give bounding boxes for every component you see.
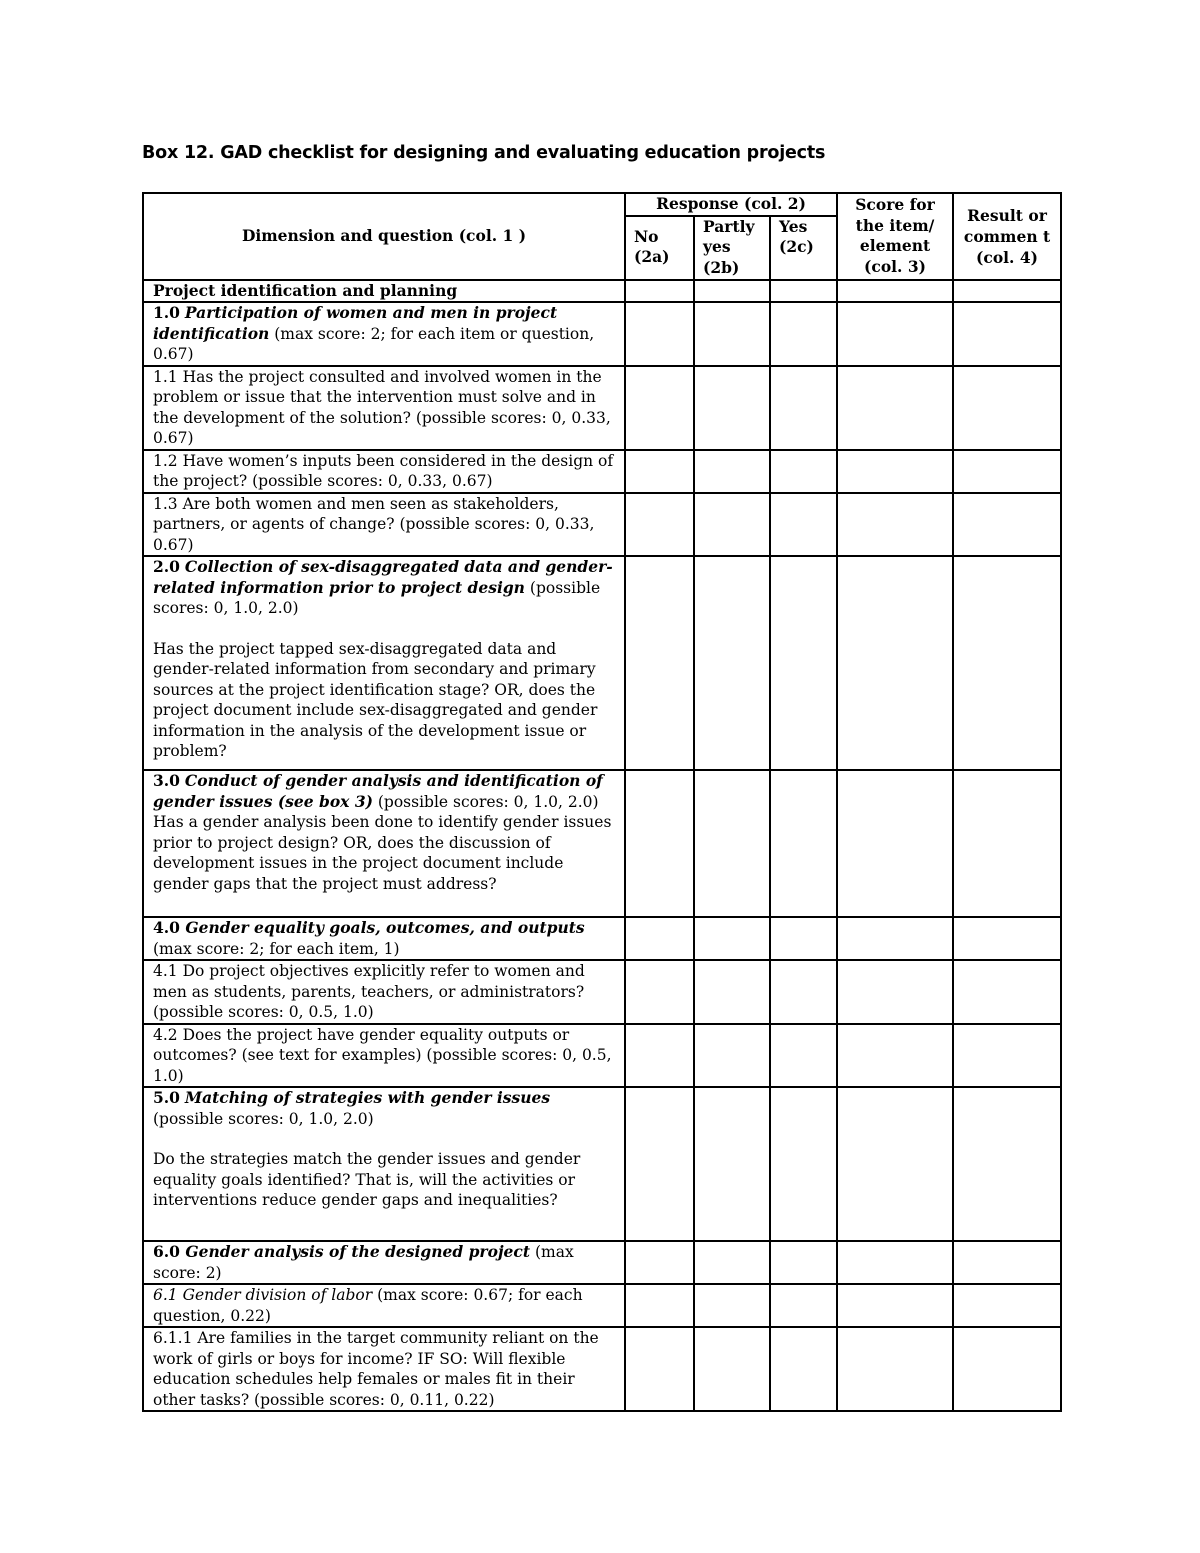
table-row: [143, 450, 1061, 493]
response-no-cell[interactable]: [625, 1327, 694, 1411]
item-number: 1.0: [153, 303, 180, 322]
score-cell[interactable]: [837, 1284, 953, 1327]
response-yes-cell[interactable]: [770, 1327, 837, 1411]
item-heading: Conduct of gender analysis and identification of gender issues (see box 3): [153, 771, 603, 811]
item-number: 3.0: [153, 771, 180, 790]
response-partly-cell[interactable]: [694, 556, 770, 770]
item-number: 2.0: [153, 557, 180, 576]
score-cell[interactable]: [837, 556, 953, 770]
response-no-cell[interactable]: [625, 917, 694, 960]
result-cell[interactable]: [953, 960, 1061, 1024]
question-text: 1.1 Has the project consulted and involved women in the problem or issue that the intervention must solve and in the development of the solution? (possible scores: 0, 0.33, 0.67): [153, 367, 611, 447]
header-row-top: [143, 193, 1061, 216]
table-row: [143, 556, 1061, 770]
question-cell: [143, 280, 625, 303]
score-cell[interactable]: [837, 450, 953, 493]
table-row: [143, 493, 1061, 557]
response-yes-cell[interactable]: [770, 366, 837, 450]
header-dimension: Dimension and question (col. 1 ): [143, 193, 625, 280]
score-cell[interactable]: [837, 493, 953, 557]
response-no-cell[interactable]: [625, 960, 694, 1024]
score-cell[interactable]: [837, 366, 953, 450]
score-cell[interactable]: [837, 280, 953, 303]
response-yes-cell[interactable]: [770, 1024, 837, 1088]
score-cell[interactable]: [837, 1087, 953, 1241]
response-yes-cell[interactable]: [770, 1284, 837, 1327]
result-cell[interactable]: [953, 1024, 1061, 1088]
section-heading: Project identification and planning: [153, 280, 458, 300]
response-partly-cell[interactable]: [694, 1241, 770, 1284]
response-yes-cell[interactable]: [770, 556, 837, 770]
question-text: Has the project tapped sex-disaggregated data and gender-related information from secondary and primary sources at the project identification stage? OR, does the project document include sex-disaggregated and gender information in the analysis of the development issue or problem?: [153, 639, 598, 760]
item-note: (possible scores: 0, 1.0, 2.0): [153, 1109, 374, 1128]
response-no-cell[interactable]: [625, 450, 694, 493]
response-no-cell[interactable]: [625, 1284, 694, 1327]
item-heading: Collection of sex-disaggregated data and gender- related information prior to project design: [153, 557, 613, 597]
item-number: 4.0: [153, 918, 186, 937]
response-partly-cell[interactable]: [694, 770, 770, 917]
question-cell: [143, 302, 625, 366]
score-cell[interactable]: [837, 917, 953, 960]
response-yes-cell[interactable]: [770, 450, 837, 493]
item-note: (max score: 2; for each item, 1): [153, 939, 400, 958]
checklist-body: [143, 280, 1061, 1412]
response-yes-cell[interactable]: [770, 1087, 837, 1241]
table-row: [143, 280, 1061, 303]
table-row: [143, 366, 1061, 450]
response-partly-cell[interactable]: [694, 960, 770, 1024]
result-cell[interactable]: [953, 770, 1061, 917]
response-yes-cell[interactable]: [770, 1241, 837, 1284]
score-cell[interactable]: [837, 770, 953, 917]
item-heading: Participation of women and men in project identification: [153, 303, 558, 343]
question-text: 1.3 Are both women and men seen as stakeholders, partners, or agents of change? (possible scores: 0, 0.33, 0.67): [153, 494, 595, 554]
item-heading: Gender equality goals, outcomes, and outputs: [185, 918, 585, 937]
response-partly-cell[interactable]: [694, 493, 770, 557]
question-text: 6.1.1 Are families in the target community reliant on the work of girls or boys for income? IF SO: Will flexible education schedules help females or males fit in their other tasks? (possible scores: 0, 0.11, 0.22): [153, 1329, 599, 1409]
result-cell[interactable]: [953, 493, 1061, 557]
response-no-cell[interactable]: [625, 280, 694, 303]
item-note: (max score: 2): [153, 1243, 574, 1282]
table-row: [143, 1284, 1061, 1327]
score-cell[interactable]: [837, 960, 953, 1024]
question-cell: [143, 1241, 625, 1284]
response-no-cell[interactable]: [625, 1087, 694, 1241]
item-heading: Matching of strategies with gender issues: [184, 1088, 551, 1107]
result-cell[interactable]: [953, 302, 1061, 366]
result-cell[interactable]: [953, 280, 1061, 303]
response-no-cell[interactable]: [625, 1024, 694, 1088]
header-yes: Yes (2c): [770, 216, 837, 280]
table-row: [143, 917, 1061, 960]
response-partly-cell[interactable]: [694, 1284, 770, 1327]
item-heading: Gender analysis of the designed project: [185, 1242, 531, 1261]
table-row: [143, 1024, 1061, 1088]
response-no-cell[interactable]: [625, 556, 694, 770]
response-partly-cell[interactable]: [694, 917, 770, 960]
result-cell[interactable]: [953, 917, 1061, 960]
result-cell[interactable]: [953, 450, 1061, 493]
item-note: (max score: 0.67; for each question, 0.22): [153, 1286, 583, 1325]
question-cell: [143, 450, 625, 493]
response-yes-cell[interactable]: [770, 770, 837, 917]
response-partly-cell[interactable]: [694, 302, 770, 366]
document-title: Box 12. GAD checklist for designing and evaluating education projects: [142, 143, 826, 163]
item-number: 5.0: [153, 1088, 180, 1107]
response-partly-cell[interactable]: [694, 1327, 770, 1411]
response-yes-cell[interactable]: [770, 960, 837, 1024]
question-cell: [143, 556, 625, 770]
result-cell[interactable]: [953, 1087, 1061, 1241]
response-partly-cell[interactable]: [694, 1024, 770, 1088]
score-cell[interactable]: [837, 302, 953, 366]
header-no: No (2a): [625, 216, 694, 280]
question-text: 4.2 Does the project have gender equality outputs or outcomes? (see text for examples) (possible scores: 0, 0.5, 1.0): [153, 1025, 612, 1085]
response-partly-cell[interactable]: [694, 1087, 770, 1241]
response-no-cell[interactable]: [625, 493, 694, 557]
table-row: [143, 770, 1061, 917]
question-cell: [143, 1327, 625, 1411]
header-partly-yes: Partly yes (2b): [694, 216, 770, 280]
question-text: Do the strategies match the gender issues and gender equality goals identified? That is, will the activities or interventions reduce gender gaps and inequalities?: [153, 1150, 581, 1209]
question-text: 4.1 Do project objectives explicitly refer to women and men as students, parents, teachers, or administrators? (possible scores: 0, 0.5, 1.0): [153, 962, 585, 1021]
result-cell[interactable]: [953, 1284, 1061, 1327]
header-result: Result or commen t (col. 4): [953, 193, 1061, 280]
question-cell: [143, 493, 625, 557]
response-yes-cell[interactable]: [770, 302, 837, 366]
table-row: [143, 1241, 1061, 1284]
gad-checklist-table: [142, 192, 1062, 1412]
question-cell: [143, 770, 625, 917]
question-cell: [143, 1087, 625, 1241]
response-yes-cell[interactable]: [770, 280, 837, 303]
score-cell[interactable]: [837, 1241, 953, 1284]
table-row: [143, 1087, 1061, 1241]
question-text: 1.2 Have women’s inputs been considered in the design of the project? (possible scores: 0, 0.33, 0.67): [153, 451, 614, 490]
response-no-cell[interactable]: [625, 366, 694, 450]
question-cell: [143, 366, 625, 450]
response-no-cell[interactable]: [625, 302, 694, 366]
response-partly-cell[interactable]: [694, 280, 770, 303]
item-note: (max score: 2; for each item or question, 0.67): [153, 324, 595, 363]
response-partly-cell[interactable]: [694, 450, 770, 493]
item-number: 6.0: [153, 1242, 186, 1261]
question-cell: [143, 917, 625, 960]
header-score: Score for the item/ element (col. 3): [837, 193, 953, 280]
item-note: (possible scores: 0, 1.0, 2.0): [153, 578, 601, 617]
paragraph-gap: [153, 1129, 615, 1149]
table-row: [143, 960, 1061, 1024]
question-cell: [143, 1284, 625, 1327]
score-cell[interactable]: [837, 1024, 953, 1088]
result-cell[interactable]: [953, 1241, 1061, 1284]
result-cell[interactable]: [953, 366, 1061, 450]
table-row: [143, 1327, 1061, 1411]
response-yes-cell[interactable]: [770, 493, 837, 557]
paragraph-gap: [153, 619, 615, 639]
result-cell[interactable]: [953, 1327, 1061, 1411]
response-yes-cell[interactable]: [770, 917, 837, 960]
question-cell: [143, 1024, 625, 1088]
result-cell[interactable]: [953, 556, 1061, 770]
item-note: (possible scores: 0, 1.0, 2.0) Has a gender analysis been done to identify gender issues prior to project design? OR, does the discussion of development issues in the project document include gender gaps that the project must address?: [153, 792, 612, 893]
response-no-cell[interactable]: [625, 770, 694, 917]
response-no-cell[interactable]: [625, 1241, 694, 1284]
header-response: Response (col. 2): [625, 193, 837, 216]
score-cell[interactable]: [837, 1327, 953, 1411]
sub-item-heading: 6.1 Gender division of labor: [153, 1286, 373, 1304]
question-cell: [143, 960, 625, 1024]
response-partly-cell[interactable]: [694, 366, 770, 450]
table-row: [143, 302, 1061, 366]
